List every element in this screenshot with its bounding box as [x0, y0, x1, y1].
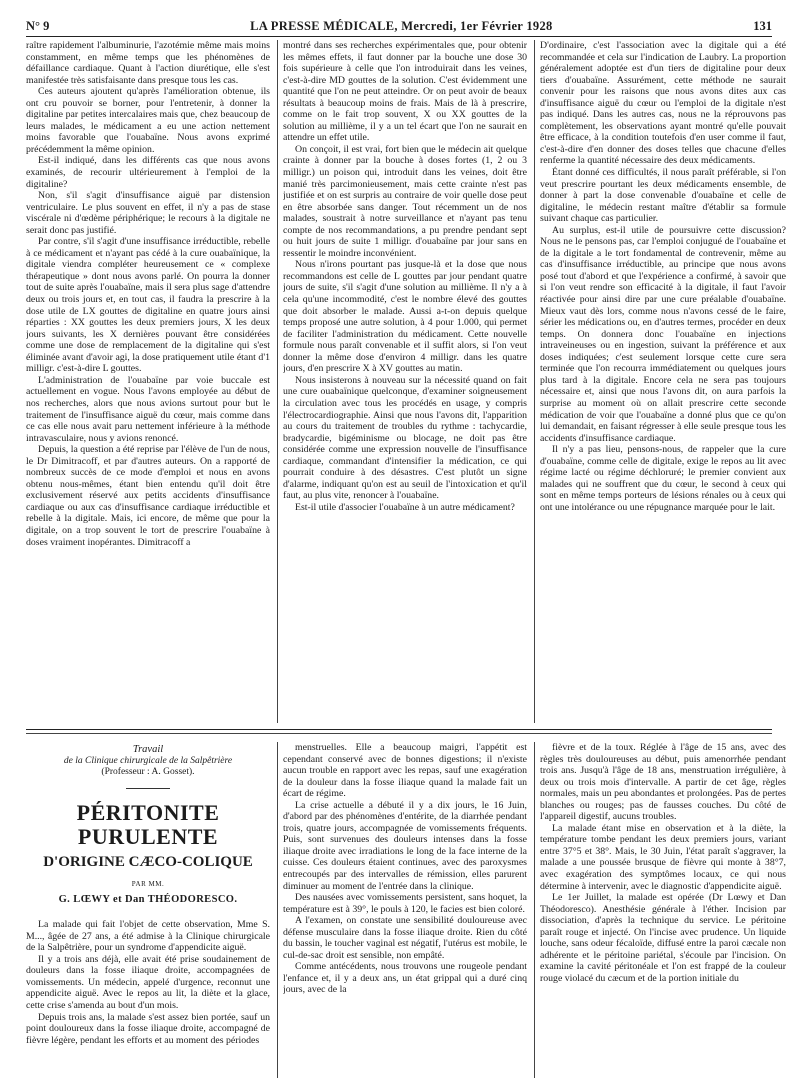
paragraph: Est-il indiqué, dans les différents cas que nous avons examinés, de recourir ultérieurement à l'emploi de la digitaline? [26, 155, 270, 190]
by-label: PAR MM. [131, 880, 165, 889]
column-divider [534, 40, 535, 723]
paragraph: Non, s'il s'agit d'insuffisance aiguë par distension ventriculaire. Le plus souvent en effet, il n'y a pas de stase viscérale ni d'œdème périphérique; le recours à la digitale ne serait donc pas justifié. [26, 190, 270, 236]
paragraph: Des nausées avec vomissements persistent, sans hoquet, la température est à 39°, le pouls à 120, le facies est bien coloré. [283, 892, 527, 915]
article-column-2 [283, 742, 527, 1078]
journal-title: LA PRESSE MÉDICALE, Mercredi, 1er Février 1928 [250, 18, 553, 33]
top-column-1 [26, 40, 270, 723]
paragraph: raître rapidement l'albuminurie, l'azotémie même mais moins constamment, en même temps que les phénomènes de défaillance cardiaque. Quant à l'action diurétique, elle s'est manifestée très satisfaisante dans presque tous les cas. [26, 40, 270, 86]
paragraph: La malade étant mise en observation et à la diète, la température tombe pendant les deux premiers jours, variant entre 37°5 et 38°. Mais, le 30 Juin, l'état paraît s'aggraver, la malade a une poussée brusque de fièvre qui monte à 38°7, avec exagération des symptômes locaux, ce qui nous détermine à intervenir, avec le diagnostic d'appendicite aiguë. [540, 822, 786, 892]
paragraph: Ces auteurs ajoutent qu'après l'amélioration obtenue, ils ont cru pouvoir se borner, pour l'entretenir, à donner la digitaline par petites intercalaires mais que, chez beaucoup de leurs malades, le médicament a eu une action nettement moins favorable que l'ouabaïne. Nous avons exprimé précédemment la même opinion. [26, 86, 270, 155]
paragraph: fièvre et de la toux. Réglée à l'âge de 15 ans, avec des règles très douloureuses au début, puis amenorrhée pendant trois ans. Jusqu'à l'âge de 18 ans, menstruation irrégulière, à deux ou trois mois d'intervalle. A partir de cet âge, règles normales, mais un peu abondantes et prolongées. Pas de pertes blanches ou rouges; pas de fausses couches. Du côté de l'appareil digestif, aucuns troubles. [540, 742, 786, 823]
professor-name: (Professeur : A. Gosset). [101, 766, 195, 777]
paragraph: Par contre, s'il s'agit d'une insuffisance irréductible, rebelle à ce médicament et n'ayant pas cédé à la cure ouabaïnique, la digitale viendra compléter heureusement ce « complexe thérapeutique » dont nous avons parlé. On pourra la donner tout de suite après l'ouabaïne, mais il sera plus sage d'attendre deux ou trois jours et, en tout cas, il faudra la prescrire à la dose utile de LX gouttes de digitaline en quatre jours ainsi réparties : XX gouttes les deux premiers jours, X les deux jours suivants, les X dernières pouvant être considérées comme une dose de remplacement de la digitaline qui s'est éliminée avant d'avoir agi, la dose pratiquement utile étant d'1 milligr. c'est-à-dire L gouttes. [26, 236, 270, 375]
paragraph: A l'examen, on constate une sensibilité douloureuse avec défense musculaire dans la fosse iliaque droite. Rien du côté du bassin, le toucher vaginal est négatif, l'utérus est mobile, le cul-de-sac droit est sensible, non empâté. [283, 915, 527, 961]
issue-number: N° 9 [26, 18, 50, 33]
paragraph: menstruelles. Elle a beaucoup maigri, l'appétit est cependant conservé avec de bonnes digestions; il n'existe aucun trouble en rapport avec les repas, sauf une exagération de la douleur dans la fosse iliaque quand la malade fait un écart de régime. [283, 742, 527, 800]
paragraph: Depuis trois ans, la malade s'est assez bien portée, sauf un point douloureux dans la fosse iliaque droite, accompagné de fièvre légère, pendant les efforts et au moment des périodes [26, 1011, 270, 1046]
article-authors: G. LŒWY et Dan THÉODORESCO. [58, 893, 238, 905]
paragraph: Nous n'irons pourtant pas jusque-là et la dose que nous recommandons est celle de L gouttes par jour pendant quatre jours de suite, s'il s'agit d'une solution au millième. Il n'y a à cela qu'une incommodité, c'est le nombre élevé des gouttes que doit absorber le malade. Aussi a-t-on depuis quelque temps proposé une autre solution, à 4 pour 1.000, qui permet de faciliter l'administration du médicament. Cette nouvelle formule nous paraît convenable et il suffit alors, si l'on veut donner la même dose d'environ 4 milligr. dans les quatre jours, d'en prescrire X à XV gouttes au matin. [283, 259, 527, 375]
column-divider [534, 742, 535, 1078]
page-header [26, 16, 772, 36]
paragraph: Est-il utile d'associer l'ouabaïne à un autre médicament? [295, 501, 515, 513]
top-column-3 [540, 40, 786, 723]
page-number: 131 [753, 18, 772, 33]
article-subtitle: D'ORIGINE CÆCO-COLIQUE [43, 854, 253, 871]
paragraph: Étant donné ces difficultés, il nous paraît préférable, si l'on veut prescrire pourtant les deux médicaments ensemble, de donner à part la dose convenable d'ouabaïne et celle de digitaline, le médecin restant maître d'établir sa formule suivant chaque cas particulier. [540, 167, 786, 225]
paragraph: D'ordinaire, c'est l'association avec la digitale qui a été recommandée et cela sur l'indication de Laubry. La proportion généralement adoptée est d'un tiers de digitaline pour deux tiers d'ouabaïne. Assurément, cette méthode ne saurait convenir pour les raisons que nous avons dites aux cas d'insuffisance aiguë du cœur ou l'emploi de la digitale n'est pas indiqué. Dans les autres cas, nous ne la réprouvons pas complètement, les observations ayant montré qu'elle pouvait être efficace, à la condition toutefois d'en user comme il faut, c'est-à-dire d'en donner des doses telles que chacune d'elles renferme la quantité nécessaire des deux médicaments. [540, 40, 786, 167]
article-column-3 [540, 742, 786, 1078]
article-title: PÉRITONITE PURULENTE [76, 800, 220, 850]
clinic-name: de la Clinique chirurgicale de la Salpêtrière [63, 755, 233, 766]
paragraph: La malade qui fait l'objet de cette observation, Mme S. M..., âgée de 27 ans, a été admise à la Clinique chirurgicale de la Salpêtrière, pour un syndrome d'appendicite aiguë. [26, 919, 270, 954]
paragraph: Comme antécédents, nous trouvons une rougeole pendant l'enfance et, il y a deux ans, un état grippal qui a duré cinq jours, avec de la [283, 961, 527, 996]
heading-separator [126, 788, 170, 789]
section-rule [26, 729, 772, 730]
paragraph: Le 1er Juillet, la malade est opérée (Dr Lœwy et Dan Théodoresco). Anesthésie générale à l'éther. Incision par dissociation, d'après la technique du service. Le péritoine paraît rouge et injecté. On l'incise avec prudence. Un liquide louche, sans odeur fécaloïde, diffusé entre la paroi cæcale non adhérente et le péritoine pariétal, s'écoule par l'incision. On examine la cavité péritonéale et l'on est frappé de la couleur rouge violacé du cæcum et de la portion initiale du [540, 892, 786, 984]
paragraph: La crise actuelle a débuté il y a dix jours, le 16 Juin, d'abord par des phénomènes d'entérite, de la diarrhée pendant trois, quatre jours, accompagnée de vomissements fréquents. Puis, sont survenues des douleurs intenses dans la fosse iliaque droite avec irradiations le long de la face interne de la cuisse. Ces douleurs étaient continues, avec des paroxysmes entrecoupés par des intervalles de rémission, elles parurent diminuer au moment de l'entrée dans la clinique. [283, 799, 527, 892]
paragraph: Il n'y a pas lieu, pensons-nous, de rappeler que la cure d'ouabaïne, comme celle de digitale, exige le repos au lit avec régime lacté ou régime déchloruré; le premier convient aux malades qui ne souffrent que du cœur, le second à ceux qui sont en même temps porteurs de lésions rénales ou à ceux qui ont une intolérance ou une répugnance marquée pour le lait. [540, 444, 786, 513]
paragraph: L'administration de l'ouabaïne par voie buccale est actuellement en vogue. Nous l'avons employée au début de nos recherches, alors que nous avions surtout pour but le traitement de l'insuffisance aiguë du cœur, mais comme dans ce cas elle nous avait paru nettement inférieure à la méthode intravasculaire, nous y avions renoncé. [26, 374, 270, 444]
top-column-2 [283, 40, 527, 723]
paragraph: Au surplus, est-il utile de poursuivre cette discussion? Nous ne le pensons pas, car l'emploi conjugué de l'ouabaïne et de la digitale a le tort fondamental de contrevenir, même au cas d'insuffisance irréductible, au principe que nous avons posé tout d'abord et que l'expérience a confirmé, à savoir que si l'on veut rendre son efficacité à la digitale, il faut l'avoir réactivée pour ainsi dire par une cure préalable d'ouabaïne. Mieux vaut dès lors, comme nous n'avons cessé de le faire, sérier les médications ou, en d'autres termes, procéder en deux temps. On donnera donc l'ouabaïne en injections intraveineuses ou en ingestion, suivant la préférence et aux doses indiquées; c'est seulement lorsque cette cure sera terminée que l'on recourra immédiatement ou quelques jours plus tard à la digitale. Encore cela ne sera pas toujours nécessaire et, ainsi que nous l'avons dit, on aura parfois la surprise au moment où on allait prescrire cette seconde médication de voir que l'ouabaïne a donné plus que ce qu'on lui demandait, en faisant régresser à elle seule presque tous les accidents d'insuffisance cardiaque. [540, 224, 786, 444]
travail-label: Travail [132, 744, 164, 755]
column-divider [277, 742, 278, 1078]
column-divider [277, 40, 278, 723]
paragraph: montré dans ses recherches expérimentales que, pour obtenir les mêmes effets, il faut donner par la bouche une dose 30 fois supérieure à celle que l'on introduirait dans les veines, c'est-à-dire MD gouttes de la solution. C'est évidemment une quantité que l'on ne peut atteindre. Or on peut avoir de beaux résultats à beaucoup moins de frais. Mais de là à prescrire, comme on le fait trop souvent, X ou XX gouttes de la solution au millième, il y a un tel écart que l'on ne saurait en attendre un effet utile. [283, 40, 527, 144]
paragraph: Depuis, la question a été reprise par l'élève de l'un de nous, le Dr Dimitracoff, et par d'autres auteurs. On a rapporté de nombreux succès de ce mode d'emploi et nous en avons obtenu nous-mêmes, étant bien entendu qu'il doit être exclusivement réservé aux petits accidents d'insuffisance cardiaque ou aux cas d'insuffisance cardiaque irréductible et rebelle à la digitale. Mais, ici encore, de même que pour la digitale, on a trop souvent le tort de prescrire l'ouabaïne à doses vraiment inopérantes. Dimitracoff a [26, 444, 270, 548]
paragraph: On conçoit, il est vrai, fort bien que le médecin ait quelque crainte à donner par la bouche à doses fortes (1, 2 ou 3 milligr.) un poison qui, introduit dans les veines, doit être manié très parcimonieusement, mais cette crainte n'est pas justifiée et on est surpris au contraire de voir quelle dose peut en être absorbée sans danger. Tout récemment un de nos malades, soustrait à notre surveillance et n'ayant pas tenu compte de nos recommandations, a pu prendre pendant sept ou huit jours de suite 1 milligr. d'ouabaïne par jour sans en ressentir le moindre inconvénient. [283, 143, 527, 259]
article-column-1 [26, 742, 270, 1078]
paragraph: Nous insisterons à nouveau sur la nécessité quand on fait une cure ouabaïnique quelconque, d'examiner soigneusement la circulation avec tous les procédés en usage, y compris l'électrocardiographie. Ainsi que nous l'avons dit, l'apparition au cours du traitement de troubles du rythme : tachycardie, bradycardie, bigéminisme ou blocage, ne doit pas être considérée comme une expression nouvelle de l'insuffisance cardiaque, commandant d'intensifier la médication, ce qui pourrait conduire à des désastres. C'est plutôt un signe d'alarme, indiquant qu'on est au seuil de l'intoxication et qu'il faut, au plus vite, renoncer à l'ouabaïne. [283, 374, 527, 502]
paragraph: Il y a trois ans déjà, elle avait été prise soudainement de douleurs dans la fosse iliaque droite, accompagnées de vomissements. Un médecin, appelé d'urgence, reconnut une appendicite aiguë. Avec le repos au lit, la diète et la glace, cette crise s'amenda au bout d'un mois. [26, 953, 270, 1012]
section-rule-thin [26, 733, 772, 734]
header-rule [26, 36, 772, 37]
article-heading [26, 744, 270, 905]
